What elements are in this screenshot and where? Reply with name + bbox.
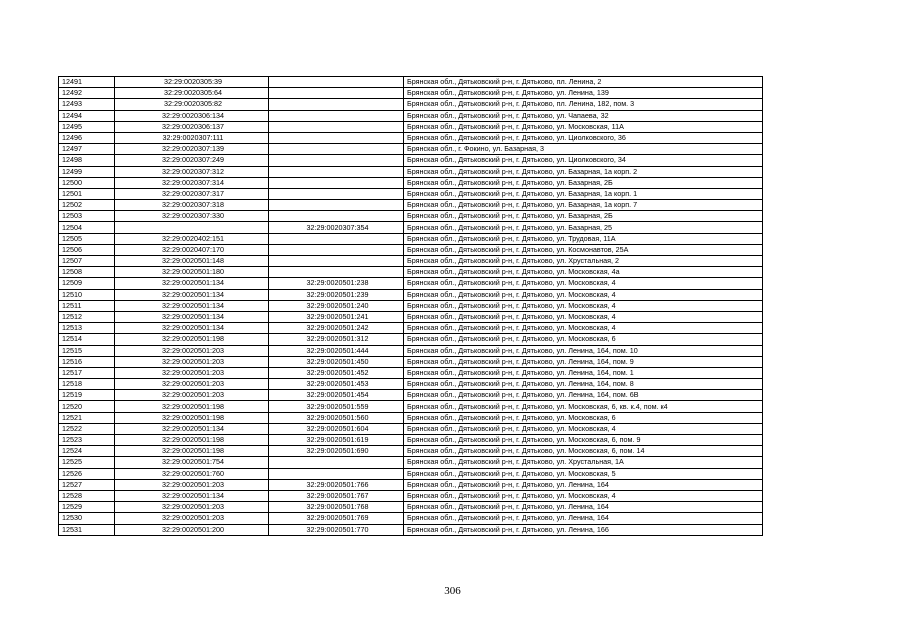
address-cell: Брянская обл., Дятьковский р-н, г. Дятьково, ул. Базарная, 2Б [404,211,763,222]
row-number-cell: 12496 [59,132,115,143]
address-cell: Брянская обл., Дятьковский р-н, г. Дятьково, пл. Ленина, 182, пом. 3 [404,99,763,110]
object-cadastral-number-cell: 32:29:0020501:242 [269,323,404,334]
object-cadastral-number-cell: 32:29:0020501:690 [269,446,404,457]
row-number-cell: 12512 [59,311,115,322]
table-row [59,311,763,322]
row-number-cell: 12524 [59,446,115,457]
table-row [59,177,763,188]
object-cadastral-number-cell [269,256,404,267]
cadastral-number-cell: 32:29:0020501:134 [115,300,269,311]
object-cadastral-number-cell: 32:29:0020501:559 [269,401,404,412]
table-row [59,457,763,468]
cadastral-number-cell: 32:29:0020307:312 [115,166,269,177]
object-cadastral-number-cell [269,110,404,121]
address-cell: Брянская обл., Дятьковский р-н, г. Дятьково, ул. Московская, 6, пом. 14 [404,446,763,457]
row-number-cell: 12495 [59,121,115,132]
row-number-cell: 12531 [59,524,115,535]
row-number-cell: 12519 [59,390,115,401]
table-row [59,233,763,244]
address-cell: Брянская обл., Дятьковский р-н, г. Дятьково, ул. Базарная, 1а корп. 7 [404,200,763,211]
row-number-cell: 12517 [59,367,115,378]
address-cell: Брянская обл., Дятьковский р-н, г. Дятьково, ул. Московская, 4 [404,323,763,334]
row-number-cell: 12523 [59,435,115,446]
row-number-cell: 12529 [59,502,115,513]
table-row [59,110,763,121]
row-number-cell: 12493 [59,99,115,110]
object-cadastral-number-cell [269,155,404,166]
row-number-cell: 12513 [59,323,115,334]
address-cell: Брянская обл., Дятьковский р-н, г. Дятьково, ул. Хрустальная, 1А [404,457,763,468]
row-number-cell: 12516 [59,356,115,367]
address-cell: Брянская обл., Дятьковский р-н, г. Дятьково, ул. Ленина, 166 [404,524,763,535]
address-cell: Брянская обл., Дятьковский р-н, г. Дятьково, ул. Ленина, 139 [404,88,763,99]
table-row [59,412,763,423]
object-cadastral-number-cell [269,200,404,211]
table-row [59,524,763,535]
cadastral-number-cell: 32:29:0020307:317 [115,188,269,199]
address-cell: Брянская обл., Дятьковский р-н, г. Дятьково, ул. Ленина, 164, пом. 1 [404,367,763,378]
cadastral-number-cell: 32:29:0020305:39 [115,77,269,88]
address-cell: Брянская обл., Дятьковский р-н, г. Дятьково, ул. Московская, 6, пом. 9 [404,435,763,446]
table-row [59,222,763,233]
object-cadastral-number-cell: 32:29:0020501:241 [269,311,404,322]
row-number-cell: 12521 [59,412,115,423]
table-row [59,278,763,289]
cadastral-number-cell: 32:29:0020501:203 [115,502,269,513]
cadastral-number-cell: 32:29:0020305:64 [115,88,269,99]
cadastral-number-cell: 32:29:0020501:134 [115,490,269,501]
object-cadastral-number-cell [269,99,404,110]
table-row [59,300,763,311]
object-cadastral-number-cell [269,457,404,468]
table-row [59,155,763,166]
page-number: 306 [444,585,461,597]
object-cadastral-number-cell [269,121,404,132]
object-cadastral-number-cell: 32:29:0020501:240 [269,300,404,311]
cadastral-number-cell: 32:29:0020501:203 [115,356,269,367]
cadastral-number-cell: 32:29:0020307:139 [115,144,269,155]
address-cell: Брянская обл., Дятьковский р-н, г. Дятьково, пл. Ленина, 2 [404,77,763,88]
object-cadastral-number-cell [269,144,404,155]
object-cadastral-number-cell [269,77,404,88]
row-number-cell: 12510 [59,289,115,300]
object-cadastral-number-cell [269,244,404,255]
registry-table [58,76,763,536]
object-cadastral-number-cell: 32:29:0020501:239 [269,289,404,300]
cadastral-number-cell: 32:29:0020501:148 [115,256,269,267]
object-cadastral-number-cell [269,211,404,222]
object-cadastral-number-cell [269,233,404,244]
row-number-cell: 12506 [59,244,115,255]
address-cell: Брянская обл., г. Фокино, ул. Базарная, 3 [404,144,763,155]
row-number-cell: 12509 [59,278,115,289]
table-row [59,323,763,334]
address-cell: Брянская обл., Дятьковский р-н, г. Дятьково, ул. Ленина, 164, пом. 9 [404,356,763,367]
table-row [59,121,763,132]
cadastral-number-cell: 32:29:0020501:760 [115,468,269,479]
table-row [59,513,763,524]
object-cadastral-number-cell [269,177,404,188]
table-row [59,99,763,110]
object-cadastral-number-cell: 32:29:0020501:769 [269,513,404,524]
address-cell: Брянская обл., Дятьковский р-н, г. Дятьково, ул. Московская, 4 [404,289,763,300]
address-cell: Брянская обл., Дятьковский р-н, г. Дятьково, ул. Ленина, 164 [404,502,763,513]
object-cadastral-number-cell: 32:29:0020501:770 [269,524,404,535]
table-row [59,356,763,367]
table-row [59,490,763,501]
row-number-cell: 12503 [59,211,115,222]
address-cell: Брянская обл., Дятьковский р-н, г. Дятьково, ул. Циолковского, 34 [404,155,763,166]
cadastral-number-cell: 32:29:0020501:134 [115,278,269,289]
object-cadastral-number-cell: 32:29:0020501:619 [269,435,404,446]
table-row [59,200,763,211]
row-number-cell: 12527 [59,479,115,490]
row-number-cell: 12494 [59,110,115,121]
cadastral-number-cell: 32:29:0020306:137 [115,121,269,132]
cadastral-number-cell: 32:29:0020501:754 [115,457,269,468]
object-cadastral-number-cell: 32:29:0020501:452 [269,367,404,378]
table-row [59,244,763,255]
address-cell: Брянская обл., Дятьковский р-н, г. Дятьково, ул. Московская, 4а [404,267,763,278]
cadastral-number-cell: 32:29:0020307:111 [115,132,269,143]
cadastral-number-cell: 32:29:0020501:134 [115,323,269,334]
cadastral-number-cell: 32:29:0020501:203 [115,479,269,490]
row-number-cell: 12499 [59,166,115,177]
cadastral-number-cell: 32:29:0020305:82 [115,99,269,110]
row-number-cell: 12514 [59,334,115,345]
table-row [59,502,763,513]
cadastral-number-cell: 32:29:0020501:203 [115,367,269,378]
row-number-cell: 12502 [59,200,115,211]
address-cell: Брянская обл., Дятьковский р-н, г. Дятьково, ул. Циолковского, 36 [404,132,763,143]
table-row [59,77,763,88]
cadastral-number-cell: 32:29:0020501:198 [115,446,269,457]
address-cell: Брянская обл., Дятьковский р-н, г. Дятьково, ул. Космонавтов, 25А [404,244,763,255]
cadastral-number-cell: 32:29:0020307:330 [115,211,269,222]
cadastral-number-cell: 32:29:0020407:170 [115,244,269,255]
object-cadastral-number-cell [269,188,404,199]
cadastral-number-cell: 32:29:0020501:134 [115,423,269,434]
table-row [59,479,763,490]
table-row [59,345,763,356]
row-number-cell: 12498 [59,155,115,166]
address-cell: Брянская обл., Дятьковский р-н, г. Дятьково, ул. Ленина, 164, пом. 6В [404,390,763,401]
object-cadastral-number-cell: 32:29:0020501:604 [269,423,404,434]
object-cadastral-number-cell: 32:29:0020501:560 [269,412,404,423]
object-cadastral-number-cell [269,166,404,177]
object-cadastral-number-cell [269,132,404,143]
object-cadastral-number-cell [269,88,404,99]
row-number-cell: 12504 [59,222,115,233]
object-cadastral-number-cell [269,468,404,479]
table-row [59,367,763,378]
address-cell: Брянская обл., Дятьковский р-н, г. Дятьково, ул. Ленина, 164 [404,479,763,490]
row-number-cell: 12501 [59,188,115,199]
table-row [59,267,763,278]
object-cadastral-number-cell: 32:29:0020501:450 [269,356,404,367]
cadastral-number-cell: 32:29:0020501:203 [115,513,269,524]
address-cell: Брянская обл., Дятьковский р-н, г. Дятьково, ул. Базарная, 1а корп. 2 [404,166,763,177]
cadastral-number-cell: 32:29:0020501:198 [115,401,269,412]
table-row [59,88,763,99]
object-cadastral-number-cell: 32:29:0020501:453 [269,379,404,390]
row-number-cell: 12526 [59,468,115,479]
table-row [59,166,763,177]
object-cadastral-number-cell: 32:29:0020501:312 [269,334,404,345]
row-number-cell: 12497 [59,144,115,155]
cadastral-number-cell: 32:29:0020307:314 [115,177,269,188]
cadastral-number-cell: 32:29:0020306:134 [115,110,269,121]
address-cell: Брянская обл., Дятьковский р-н, г. Дятьково, ул. Московская, 5 [404,468,763,479]
table-row [59,390,763,401]
table-row [59,423,763,434]
table-row [59,334,763,345]
table-row [59,468,763,479]
object-cadastral-number-cell: 32:29:0020501:454 [269,390,404,401]
address-cell: Брянская обл., Дятьковский р-н, г. Дятьково, ул. Московская, 4 [404,311,763,322]
address-cell: Брянская обл., Дятьковский р-н, г. Дятьково, ул. Базарная, 1а корп. 1 [404,188,763,199]
address-cell: Брянская обл., Дятьковский р-н, г. Дятьково, ул. Ленина, 164, пом. 10 [404,345,763,356]
object-cadastral-number-cell: 32:29:0020501:767 [269,490,404,501]
cadastral-number-cell: 32:29:0020307:318 [115,200,269,211]
cadastral-number-cell: 32:29:0020501:134 [115,311,269,322]
row-number-cell: 12505 [59,233,115,244]
table-row [59,132,763,143]
object-cadastral-number-cell: 32:29:0020501:238 [269,278,404,289]
cadastral-number-cell: 32:29:0020501:198 [115,435,269,446]
object-cadastral-number-cell [269,267,404,278]
cadastral-number-cell: 32:29:0020501:203 [115,345,269,356]
object-cadastral-number-cell: 32:29:0020501:444 [269,345,404,356]
row-number-cell: 12492 [59,88,115,99]
table-row [59,446,763,457]
cadastral-number-cell: 32:29:0020402:151 [115,233,269,244]
address-cell: Брянская обл., Дятьковский р-н, г. Дятьково, ул. Московская, 11А [404,121,763,132]
cadastral-number-cell: 32:29:0020501:198 [115,334,269,345]
table-row [59,379,763,390]
cadastral-number-cell: 32:29:0020307:249 [115,155,269,166]
object-cadastral-number-cell: 32:29:0020307:354 [269,222,404,233]
address-cell: Брянская обл., Дятьковский р-н, г. Дятьково, ул. Московская, 6, кв. к.4, пом. к4 [404,401,763,412]
row-number-cell: 12500 [59,177,115,188]
table-row [59,144,763,155]
cadastral-number-cell: 32:29:0020501:180 [115,267,269,278]
address-cell: Брянская обл., Дятьковский р-н, г. Дятьково, ул. Московская, 4 [404,423,763,434]
row-number-cell: 12508 [59,267,115,278]
address-cell: Брянская обл., Дятьковский р-н, г. Дятьково, ул. Базарная, 2Б [404,177,763,188]
address-cell: Брянская обл., Дятьковский р-н, г. Дятьково, ул. Московская, 6 [404,412,763,423]
row-number-cell: 12511 [59,300,115,311]
registry-table-body [59,77,763,536]
cadastral-number-cell: 32:29:0020501:200 [115,524,269,535]
row-number-cell: 12507 [59,256,115,267]
cadastral-number-cell: 32:29:0020501:203 [115,379,269,390]
row-number-cell: 12525 [59,457,115,468]
address-cell: Брянская обл., Дятьковский р-н, г. Дятьково, ул. Московская, 4 [404,278,763,289]
table-row [59,401,763,412]
row-number-cell: 12518 [59,379,115,390]
address-cell: Брянская обл., Дятьковский р-н, г. Дятьково, ул. Чапаева, 32 [404,110,763,121]
cadastral-number-cell: 32:29:0020501:203 [115,390,269,401]
object-cadastral-number-cell: 32:29:0020501:766 [269,479,404,490]
address-cell: Брянская обл., Дятьковский р-н, г. Дятьково, ул. Московская, 4 [404,490,763,501]
address-cell: Брянская обл., Дятьковский р-н, г. Дятьково, ул. Ленина, 164 [404,513,763,524]
cadastral-number-cell: 32:29:0020501:134 [115,289,269,300]
cadastral-number-cell: 32:29:0020501:198 [115,412,269,423]
table-row [59,211,763,222]
table-row [59,256,763,267]
row-number-cell: 12491 [59,77,115,88]
address-cell: Брянская обл., Дятьковский р-н, г. Дятьково, ул. Московская, 4 [404,300,763,311]
table-row [59,289,763,300]
row-number-cell: 12515 [59,345,115,356]
address-cell: Брянская обл., Дятьковский р-н, г. Дятьково, ул. Ленина, 164, пом. 8 [404,379,763,390]
cadastral-number-cell [115,222,269,233]
row-number-cell: 12522 [59,423,115,434]
address-cell: Брянская обл., Дятьковский р-н, г. Дятьково, ул. Трудовая, 11А [404,233,763,244]
address-cell: Брянская обл., Дятьковский р-н, г. Дятьково, ул. Хрустальная, 2 [404,256,763,267]
object-cadastral-number-cell: 32:29:0020501:768 [269,502,404,513]
row-number-cell: 12528 [59,490,115,501]
address-cell: Брянская обл., Дятьковский р-н, г. Дятьково, ул. Базарная, 25 [404,222,763,233]
row-number-cell: 12520 [59,401,115,412]
address-cell: Брянская обл., Дятьковский р-н, г. Дятьково, ул. Московская, 6 [404,334,763,345]
row-number-cell: 12530 [59,513,115,524]
table-row [59,188,763,199]
table-row [59,435,763,446]
